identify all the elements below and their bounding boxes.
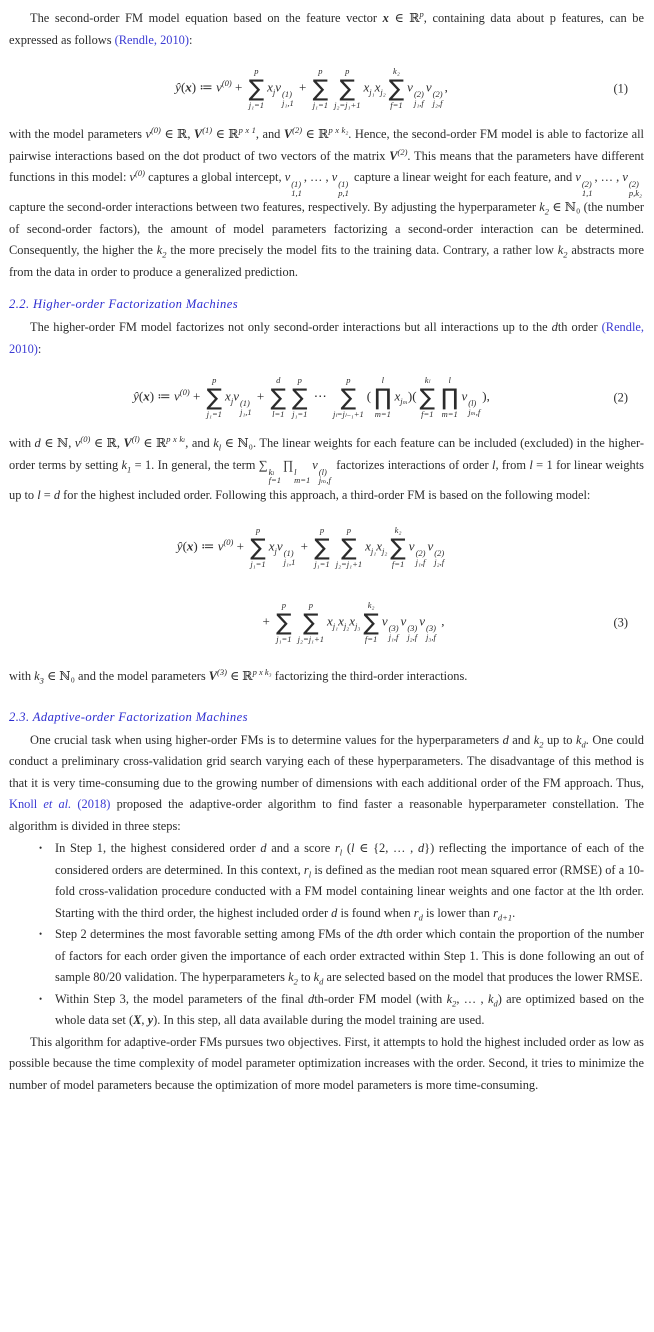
paragraph-third-order-params: with $k_3$ ∈ ℕ₀ and the model parameters $V^{(3)}$ ∈ ℝ$^{p x k_3}$ factorizing the third-order interactions. [9, 666, 468, 686]
paragraph-linear-weights: with d ∈ ℕ, $v^{(0)}$ ∈ ℝ, $V^{(l)}$ ∈ ℝ$^{p x k_l}$, and $k_l$ ∈ ℕ₀. The linear weights for each feature can be included (excluded) in the higher-order terms by setting $k_1 = 1$. In general, the term ∑ kₗ f=1 ∏ l m=1 v (l) jₘ,f factorizes interactions of order l, from l = 1 for linear weights up to l = d for the highest included order. Following this approach, a third-order FM is based on the following model: [9, 433, 644, 502]
equation-3-line-2-formula: + p ∑ j₁=1 p ∑ j₂=j₁+1 $x_{j_1}x_{j_2}x_{j_3}$ k₂ ∑ f=1 v (3) j₁,f v (3) j₂,f v (3) j₃,f , [262, 600, 445, 644]
equation-2-number: (2) [613, 390, 628, 404]
equation-3-number: (3) [613, 615, 628, 629]
list-item-step-2 [9, 924, 644, 989]
list-item-step-1 [9, 838, 644, 924]
list-item-step-2-text: Step 2 determines the most favorable setting among FMs of the dth order which contain the proportion of the number of factors for each order given the importance of each order extracted within Step 1. This is done following an out of sample 80/20 validation. The hyperparameters $k_2$ to $k_d$ are selected based on the model that produces the lower RMSE. [55, 927, 644, 987]
bullet-icon: • [39, 929, 43, 939]
paragraph-adaptive-order-intro: One crucial task when using higher-order FMs is to determine values for the hyperparameters d and $k_2$ up to $k_d$. One could conduct a preliminary cross-validation grid search varying each of these hyperparameters. The disadvantage of this method is that it is very time-consuming due to the growing number of dimensions with each additional order of the FM approach. Thus, Knoll et al. (2018) proposed the adaptive-order algorithm to find faster a reasonable hyperparameter constellation. The algorithm is divided in three steps: [9, 732, 644, 833]
paragraph-higher-order-intro: The higher-order FM model factorizes not only second-order interactions but all interactions up to the dth order (Rendle, 2010): [9, 320, 644, 356]
equation-3-line-2 [9, 601, 644, 644]
equation-3-line-1-formula: ŷ(x) ≔ $v^{(0)}$ + p ∑ j₁=1 $x_jv$ (1) j₁,1 + p ∑ j₁=1 p ∑ j₂=j₁+1 $x_{j_1}x_{j_2}$ k₂ ∑ f=1 v (2) j₁,f v (2) j₂,f [176, 525, 445, 569]
paragraph-second-order-intro: The second-order FM model equation based on the feature vector x ∈ ℝ$^p$, containing data about p features, can be expressed as follows (Rendle, 2010): [9, 8, 644, 47]
list-item-step-3-text: Within Step 3, the model parameters of the final dth-order FM model (with $k_2$, … , $k_d$) are optimized based on the whole data set (X, y). In this step, all data available during the model training are used. [55, 991, 644, 1027]
bullet-icon: • [39, 993, 43, 1004]
list-item-step-3 [9, 989, 644, 1032]
equation-1-formula: ŷ(x) ≔ $v^{(0)}$ + p ∑ j₁=1 $x_jv$ (1) j₁,1 + p ∑ j₁=1 p ∑ j₂=j₁+1 $x_{j_1}x_{j_2}$ k₂ ∑ f=1 v (2) j₁,f v (2) j₂,f , [175, 66, 448, 110]
list-item-step-1-text: In Step 1, the highest considered order d and a score $r_l$ (l ∈ {2, … , d}) reflecting the importance of each of the considered orders are determined. In this context, $r_l$ is defined as the median root mean squared error (RMSE) of a 10-fold cross-validation procedure conducted with a FM model containing linear weights and one factor at the lth order. Starting with the third order, the highest included order d is found when $r_d$ is lower than $r_{d+1}$. [55, 841, 645, 922]
equation-2-formula: ŷ(x) ≔ $v^{(0)}$ + p ∑ j₁=1 $x_jv$ (1) j₁,1 + d ∑ l=1 p ∑ j₁=1 ⋯ p ∑ jₗ=jₗ₋₁+1 ( l ∏ m=1 $x_{j_m}$)( kₗ ∑ f=1 l ∏ m=1 v (l) jₘ,f ), [133, 375, 490, 419]
bullet-icon: • [39, 843, 43, 853]
equation-1 [9, 67, 644, 110]
equation-2 [9, 376, 644, 419]
algorithm-steps-list [9, 838, 644, 1032]
paragraph-two-objectives: This algorithm for adaptive-order FMs pursues two objectives. First, it attempts to hold the highest included order as low as possible because the time complexity of model parameter optimization increases with the order. Second, it tries to minimize the number of model parameters because the optimization of more model parameters is more time-consuming. [9, 1034, 644, 1092]
paragraph-model-parameters: with the model parameters $v^{(0)}$ ∈ ℝ, $V^{(1)}$ ∈ ℝ$^{p x 1}$, and $V^{(2)}$ ∈ ℝ$^{p x k_2}$. Hence, the second-order FM model is able to factorize all pairwise interactions based on the dot product of two vectors of the matrix $V^{(2)}$. This means that the parameters have different functions in this model: $v^{(0)}$ captures a global intercept, v (1) 1,1 , … , v (1) p,1 capture a linear weight for each feature, and v (2) 1,1 , … , v (2) p,k₂ capture the second-order interactions between two features, respectively. By adjusting the hyperparameter $k_2$ ∈ ℕ₀ (the number of second-order factors), the amount of model parameters factorizing a second-order interaction can be determined. Consequently, the higher the $k_2$ the more precisely the model fits to the training data. Contrary, a rather low $k_2$ abstracts more from the data in order to produce a generalized prediction. [9, 124, 644, 279]
equation-1-number: (1) [613, 81, 628, 95]
equation-3-line-1 [9, 526, 644, 569]
section-heading-2-3: 2.3. Adaptive-order Factorization Machines [9, 709, 248, 724]
section-heading-2-2: 2.2. Higher-order Factorization Machines [9, 297, 238, 311]
